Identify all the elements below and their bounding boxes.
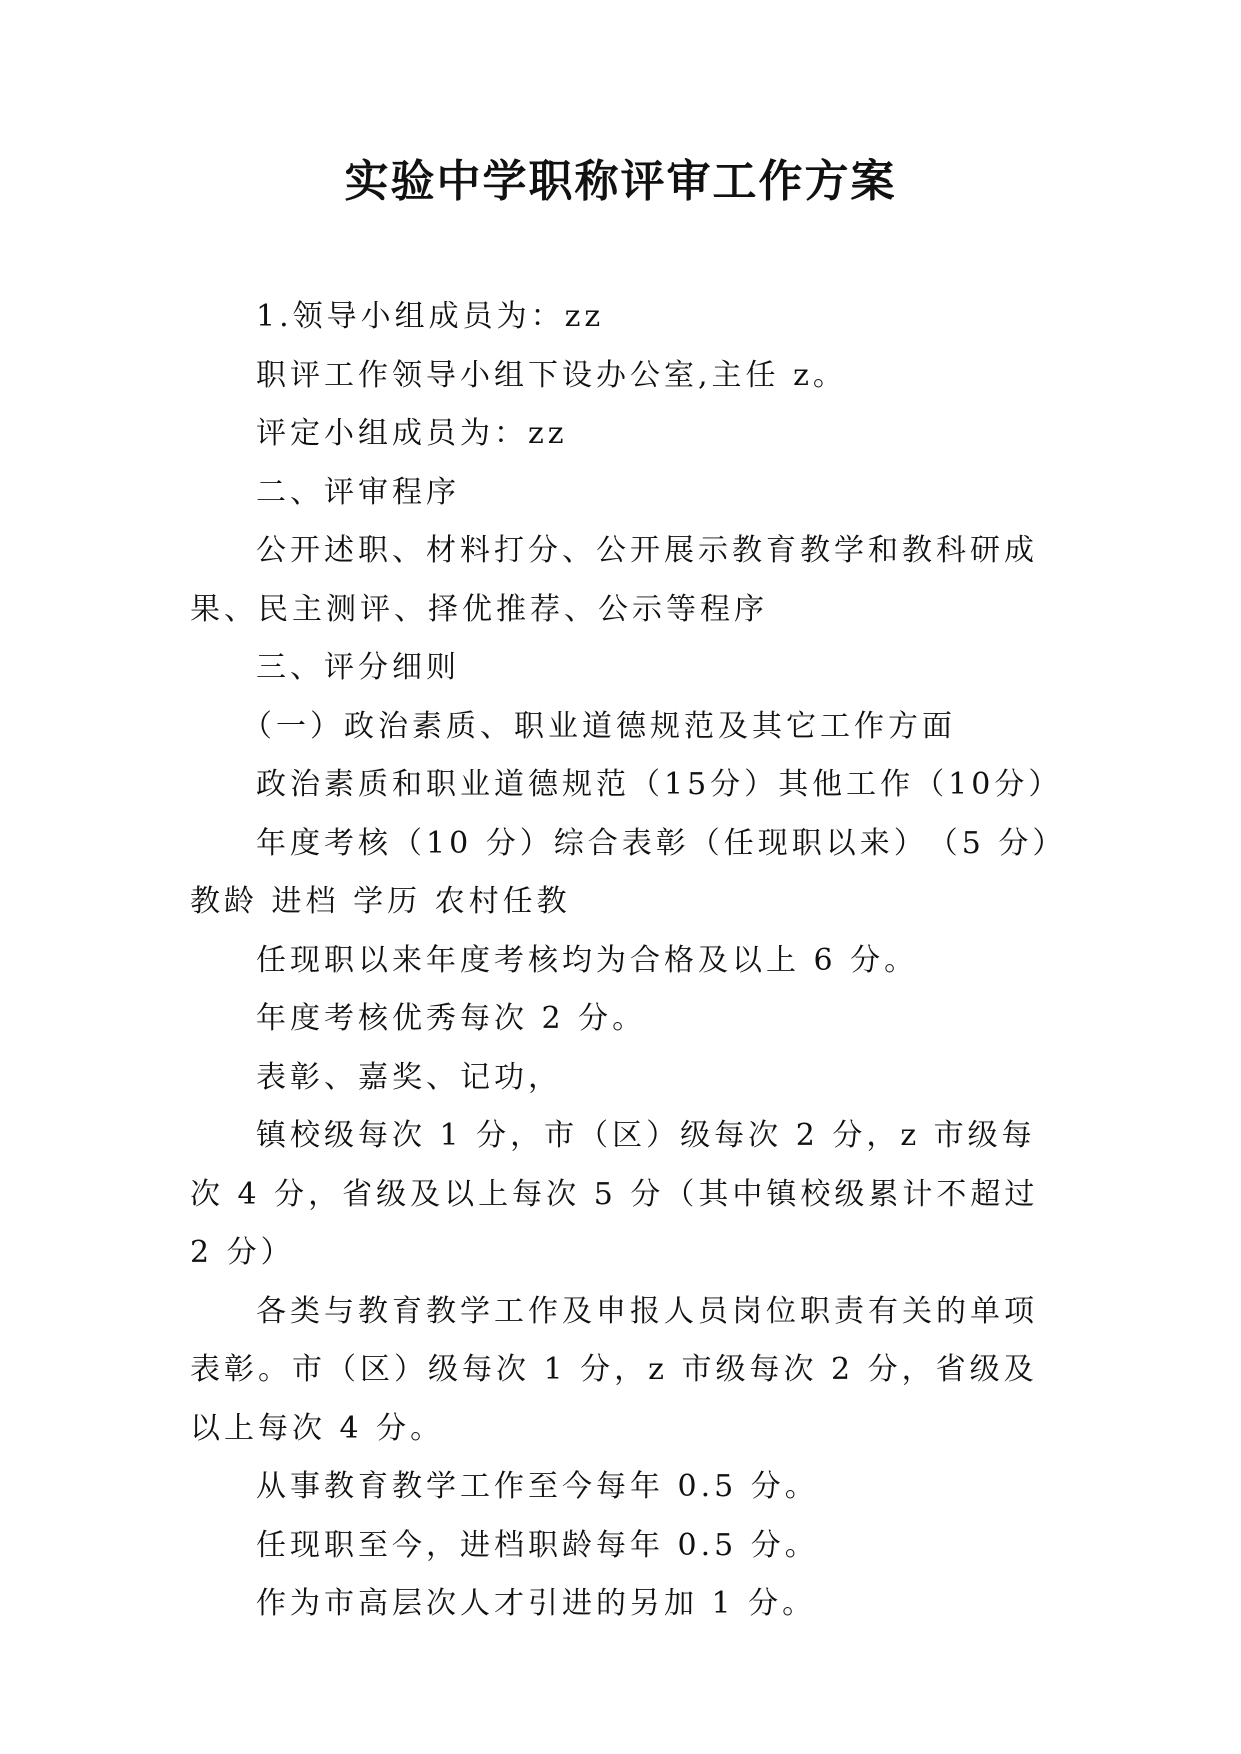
paragraph-categories: 教龄 进档 学历 农村任教: [190, 884, 571, 919]
paragraph-annual-excellent: 年度考核优秀每次 2 分。: [256, 1001, 647, 1036]
paragraph-office: 职评工作领导小组下设办公室,主任 z。: [256, 357, 847, 393]
item-commendation: 综合表彰（任现职以来）: [553, 825, 928, 861]
item-political-ethics: 政治素质和职业道德规范: [256, 767, 630, 802]
document-body: [190, 288, 1067, 1634]
paragraph-teaching-years: 从事教育教学工作至今每年 0.5 分。: [256, 1469, 819, 1504]
document-title: 实验中学职称评审工作方案: [344, 156, 897, 207]
paragraph-talent-bonus: 作为市高层次人才引进的另加 1 分。: [256, 1586, 817, 1621]
item-annual-review: 年度考核: [256, 825, 392, 861]
paragraph-leadership-group: 1.领导小组成员为：zz: [256, 299, 605, 334]
score-political-ethics: （15分）: [630, 767, 779, 802]
paragraph-annual-qualified: 任现职以来年度考核均为合格及以上 6 分。: [256, 942, 919, 978]
score-annual-review: （10 分）: [392, 825, 554, 861]
paragraph-awards-heading: 表彰、嘉奖、记功，: [256, 1059, 562, 1095]
heading-review-procedure: 二、评审程序: [256, 474, 460, 510]
paragraph-single-awards: 各类与教育教学工作及申报人员岗位职责有关的单项表彰。市（区）级每次 1 分，z 市级每次 2 分，省级及以上每次 4 分。: [190, 1293, 1038, 1446]
heading-scoring-rules: 三、评分细则: [256, 650, 460, 685]
score-commendation: （5 分）: [927, 825, 1067, 861]
item-other-work: 其他工作: [778, 767, 915, 802]
score-other-work: （10分）: [914, 767, 1063, 802]
paragraph-evaluation-group: 评定小组成员为：zz: [256, 416, 568, 451]
paragraph-procedure-steps: 公开述职、材料打分、公开展示教育教学和教科研成果、民主测评、择优推荐、公示等程序: [190, 533, 1038, 627]
paragraph-award-levels: 镇校级每次 1 分，市（区）级每次 2 分，z 市级每次 4 分，省级及以上每次 5 分（其中镇校级累计不超过 2 分）: [190, 1118, 1039, 1270]
score-line-annual: [190, 815, 1067, 874]
paragraph-title-years: 任现职至今，进档职龄每年 0.5 分。: [256, 1527, 819, 1563]
subheading-political-quality: （一）政治素质、职业道德规范及其它工作方面: [242, 708, 956, 744]
score-line-political: [190, 756, 1063, 815]
